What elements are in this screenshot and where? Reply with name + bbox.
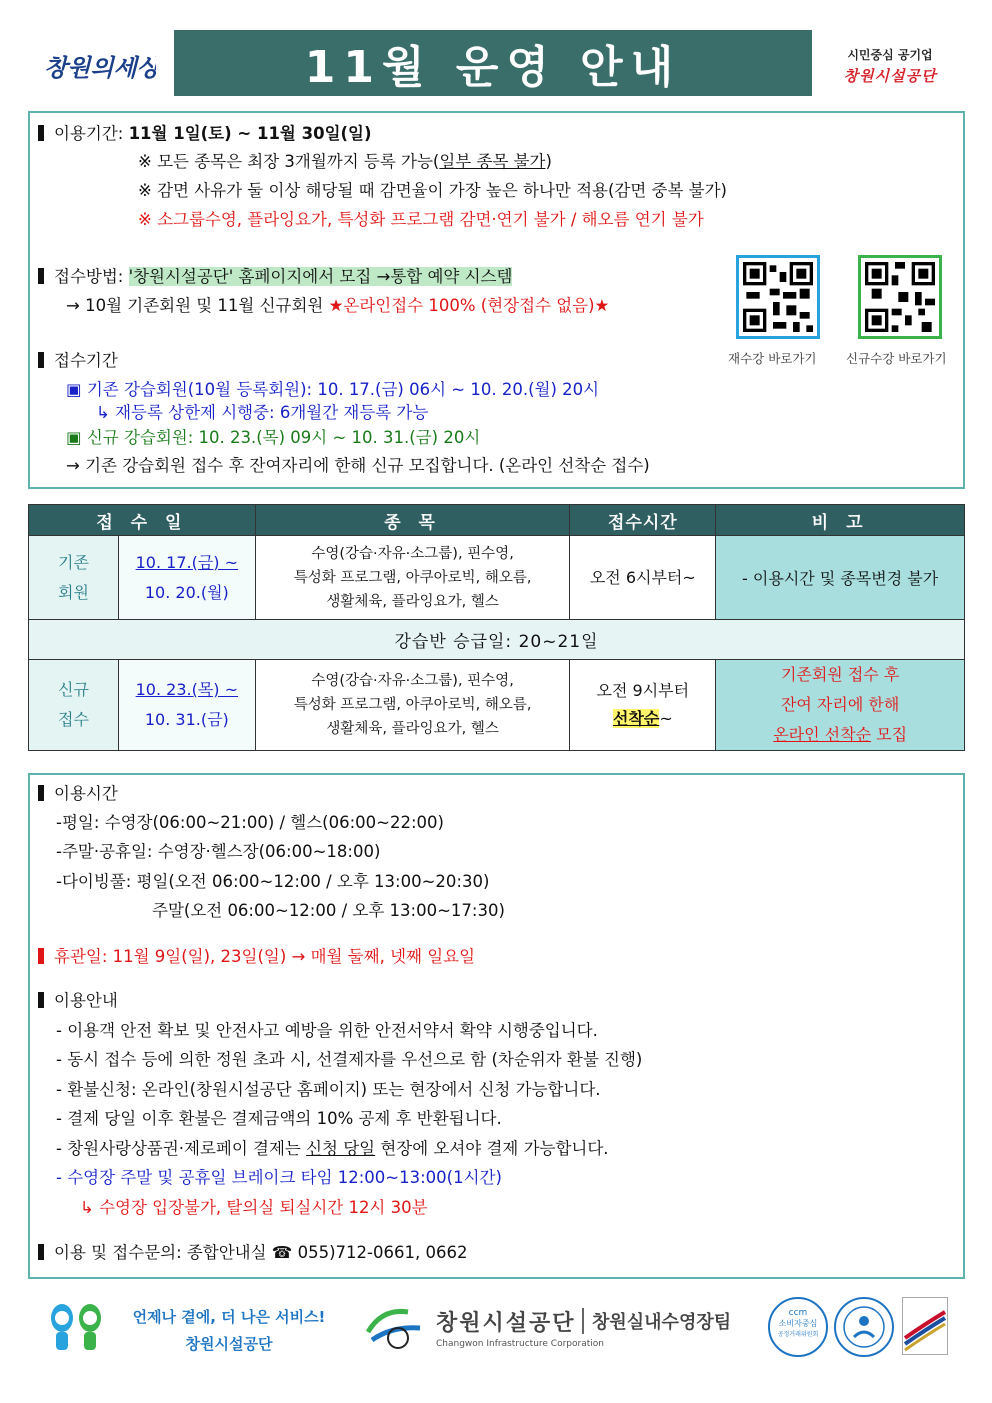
logo-changwon-world: [44, 42, 156, 90]
registration-info-box: [28, 111, 965, 489]
qr-code-icon: [743, 262, 813, 332]
remark-online-underline: 온라인 선착순: [773, 725, 872, 744]
note1-prefix: ※ 모든 종목은 최장 3개월까지 등록 가능(: [138, 152, 440, 171]
quality-award-icon: [902, 1297, 948, 1355]
reception-existing-sub: ↳ 재등록 상한제 시행중: 6개월간 재등록 가능: [96, 403, 429, 422]
hours-weekday: -평일: 수영장(06:00~21:00) / 헬스(06:00~22:00): [56, 813, 444, 832]
ccm-badge: [768, 1297, 828, 1357]
cell-time-new: [570, 660, 716, 751]
table-row-new: [29, 660, 965, 751]
period-note-3: ※ 소그룹수영, 플라잉요가, 특성화 프로그램 감면·연기 불가 / 해오름 연기 불가: [138, 210, 704, 229]
item5-prefix: - 창원사랑상품권·제로페이 결제는: [56, 1139, 307, 1158]
hours-label: 이용시간: [54, 784, 118, 803]
bullet-square-icon: [38, 948, 44, 964]
certification-badge-icon: [834, 1297, 894, 1357]
slogan-line2: 창원시설공단: [185, 1335, 273, 1353]
reception-heading: [38, 350, 118, 372]
cell-events-existing: [255, 536, 570, 620]
bullet-square-icon: [38, 352, 44, 368]
guide-item: [56, 1138, 609, 1160]
qr-code-new[interactable]: [858, 255, 942, 339]
col-header-date: 접 수 일: [29, 505, 256, 536]
mascot-icon: [44, 1296, 110, 1358]
class-line2: 회원: [57, 582, 89, 602]
class-line2: 접수: [57, 710, 89, 729]
note1-underline: 일부 종목 불가: [439, 152, 546, 171]
date-line2: 10. 20.(월): [144, 582, 229, 602]
method-online-only: ★온라인접수 100% (현장접수 없음)★: [328, 296, 610, 315]
ccm-top: ccm: [788, 1308, 808, 1318]
cell-events-new: [255, 660, 570, 751]
period-note-2: ※ 감면 사유가 둘 이상 해당될 때 감면율이 가장 높은 하나만 적용(감면 중복 불가): [138, 181, 727, 200]
usage-info-box: [28, 773, 965, 1279]
method-highlight: '창원시설공단' 홈페이지에서 모집 →통합 예약 시스템: [128, 267, 513, 286]
time-suffix: ~: [659, 709, 673, 728]
time-line1: 오전 9시부터: [596, 681, 690, 700]
period-value: 11월 1일(토) ~ 11월 30일(일): [128, 124, 372, 143]
period-line: [38, 123, 372, 145]
reception-label: 접수기간: [54, 351, 118, 370]
method-line-2: [66, 295, 609, 317]
cell-class-new: [29, 660, 119, 751]
cell-remark-existing: - 이용시간 및 종목변경 불가: [716, 536, 965, 620]
bullet-square-icon: [38, 268, 44, 284]
footer-slogan: [114, 1306, 344, 1354]
bullet-square-icon: [38, 125, 44, 141]
events-line2: 특성화 프로그램, 아쿠아로빅, 해오름,: [293, 697, 532, 713]
break-time-sub: ↳ 수영장 입장불가, 탈의실 퇴실시간 12시 30분: [80, 1198, 428, 1217]
qr-code-reregister[interactable]: [736, 255, 820, 339]
events-line3: 생활체육, 플라잉요가, 헬스: [326, 721, 499, 737]
ccm-bottom: 공정거래위원회: [777, 1331, 819, 1338]
org-name-block: [436, 1306, 604, 1349]
table-row-promotion: [29, 620, 965, 660]
qr-code-icon: [865, 262, 935, 332]
hours-diving-weekday: -다이빙풀: 평일(오전 06:00~12:00 / 오후 13:00~20:30): [56, 872, 490, 891]
contact-text: 이용 및 접수문의: 종합안내실 ☎ 055)712-0661, 0662: [54, 1243, 468, 1262]
qr-caption-new: 신규수강 바로가기: [846, 351, 947, 366]
guide-item: - 이용객 안전 확보 및 안전사고 예방을 위한 안전서약서 확약 시행중입니다.: [56, 1021, 598, 1040]
period-note-1: [138, 151, 552, 173]
logo-left-text: 창원의세상: [44, 54, 156, 82]
class-line1: 신규: [57, 680, 89, 699]
date-line2: 10. 31.(금): [144, 710, 229, 729]
guide-item: - 동시 접수 등에 의한 정원 초과 시, 선결제자를 우선으로 함 (차순위자 환불 진행): [56, 1050, 643, 1069]
events-line3: 생활체육, 플라잉요가, 헬스: [326, 593, 499, 610]
reception-note: → 기존 강습회원 접수 후 잔여자리에 한해 신규 모집합니다. (온라인 선착순 접수): [66, 456, 650, 475]
cell-time-existing: 오전 6시부터~: [570, 536, 716, 620]
table-header-row: [29, 505, 965, 536]
closed-text: 휴관일: 11월 9일(일), 23일(일) → 매월 둘째, 넷째 일요일: [54, 947, 476, 966]
remark-suffix: 모집: [871, 725, 908, 744]
note1-suffix: ): [545, 152, 552, 171]
logo-right-name: 창원시설공단: [843, 67, 937, 85]
remark-line3: [716, 720, 964, 750]
cell-date-existing: [118, 536, 255, 620]
item5-underline: 신청 당일: [306, 1139, 376, 1158]
col-header-time: 접수시간: [570, 505, 716, 536]
hours-heading: [38, 783, 118, 805]
schedule-table: [28, 504, 965, 751]
remark-line1: 기존회원 접수 후: [780, 665, 900, 684]
bullet-square-icon: [38, 1244, 44, 1260]
break-time: - 수영장 주말 및 공휴일 브레이크 타임 12:00~13:00(1시간): [56, 1168, 502, 1187]
org-name: 창원시설공단: [436, 1311, 576, 1336]
class-line1: 기존: [57, 552, 89, 572]
contact-line: [38, 1242, 467, 1264]
guide-heading: [38, 990, 118, 1012]
logo-right-tagline: 시민중심 공기업: [847, 48, 933, 62]
org-emblem-icon: [362, 1302, 428, 1354]
page-title: 11월 운영 안내: [174, 30, 812, 96]
ccm-mid: 소비자중심: [778, 1319, 818, 1328]
slogan-line1: 언제나 곁에, 더 나은 서비스!: [132, 1308, 326, 1326]
reception-new: ▣ 신규 강습회원: 10. 23.(목) 09시 ~ 10. 31.(금) 20시: [66, 428, 481, 447]
team-name: 창원실내수영장팀: [592, 1312, 732, 1333]
logo-changwon-corp: [828, 46, 952, 86]
qr-caption-reregister: 재수강 바로가기: [728, 351, 817, 366]
events-line2: 특성화 프로그램, 아쿠아로빅, 해오름,: [293, 569, 532, 586]
events-line1: 수영(강습·자유·소그룹), 핀수영,: [311, 545, 514, 562]
events-line1: 수영(강습·자유·소그룹), 핀수영,: [311, 673, 514, 689]
hours-weekend: -주말·공휴일: 수영장·헬스장(06:00~18:00): [56, 842, 381, 861]
bullet-square-icon: [38, 785, 44, 801]
col-header-remark: 비 고: [716, 505, 965, 536]
time-line2: [570, 705, 715, 733]
date-line1: 10. 17.(금) ~: [135, 552, 239, 572]
hours-diving-weekend: 주말(오전 06:00~12:00 / 오후 13:00~17:30): [152, 901, 505, 920]
date-line1: 10. 23.(목) ~: [135, 680, 239, 699]
first-come-highlight: 선착순: [612, 709, 660, 728]
cell-remark-new: [716, 660, 965, 751]
period-label: 이용기간:: [54, 124, 129, 143]
col-header-events: 종 목: [255, 505, 570, 536]
promotion-day: 강습반 승급일: 20~21일: [29, 620, 965, 660]
cell-class-existing: [29, 536, 119, 620]
guide-item: - 결제 당일 이후 환불은 결제금액의 10% 공제 후 반환됩니다.: [56, 1109, 502, 1128]
reception-existing: ▣ 기존 강습회원(10월 등록회원): 10. 17.(금) 06시 ~ 10. 20.(월) 20시: [66, 380, 600, 399]
item5-suffix: 현장에 오셔야 결제 가능합니다.: [375, 1139, 609, 1158]
method-line: [38, 266, 512, 288]
guide-label: 이용안내: [54, 991, 118, 1010]
footer-divider: [582, 1308, 584, 1334]
org-english-name: Changwon Infrastructure Corporation: [436, 1339, 604, 1349]
guide-item: - 환불신청: 온라인(창원시설공단 홈페이지) 또는 현장에서 신청 가능합니다.: [56, 1080, 601, 1099]
remark-line2: 잔여 자리에 한해: [780, 695, 900, 714]
table-row-existing: [29, 536, 965, 620]
closed-days: [38, 946, 475, 968]
cell-date-new: [118, 660, 255, 751]
bullet-square-icon: [38, 992, 44, 1008]
method-line2-prefix: → 10월 기존회원 및 11월 신규회원: [66, 296, 329, 315]
method-label: 접수방법:: [54, 267, 129, 286]
